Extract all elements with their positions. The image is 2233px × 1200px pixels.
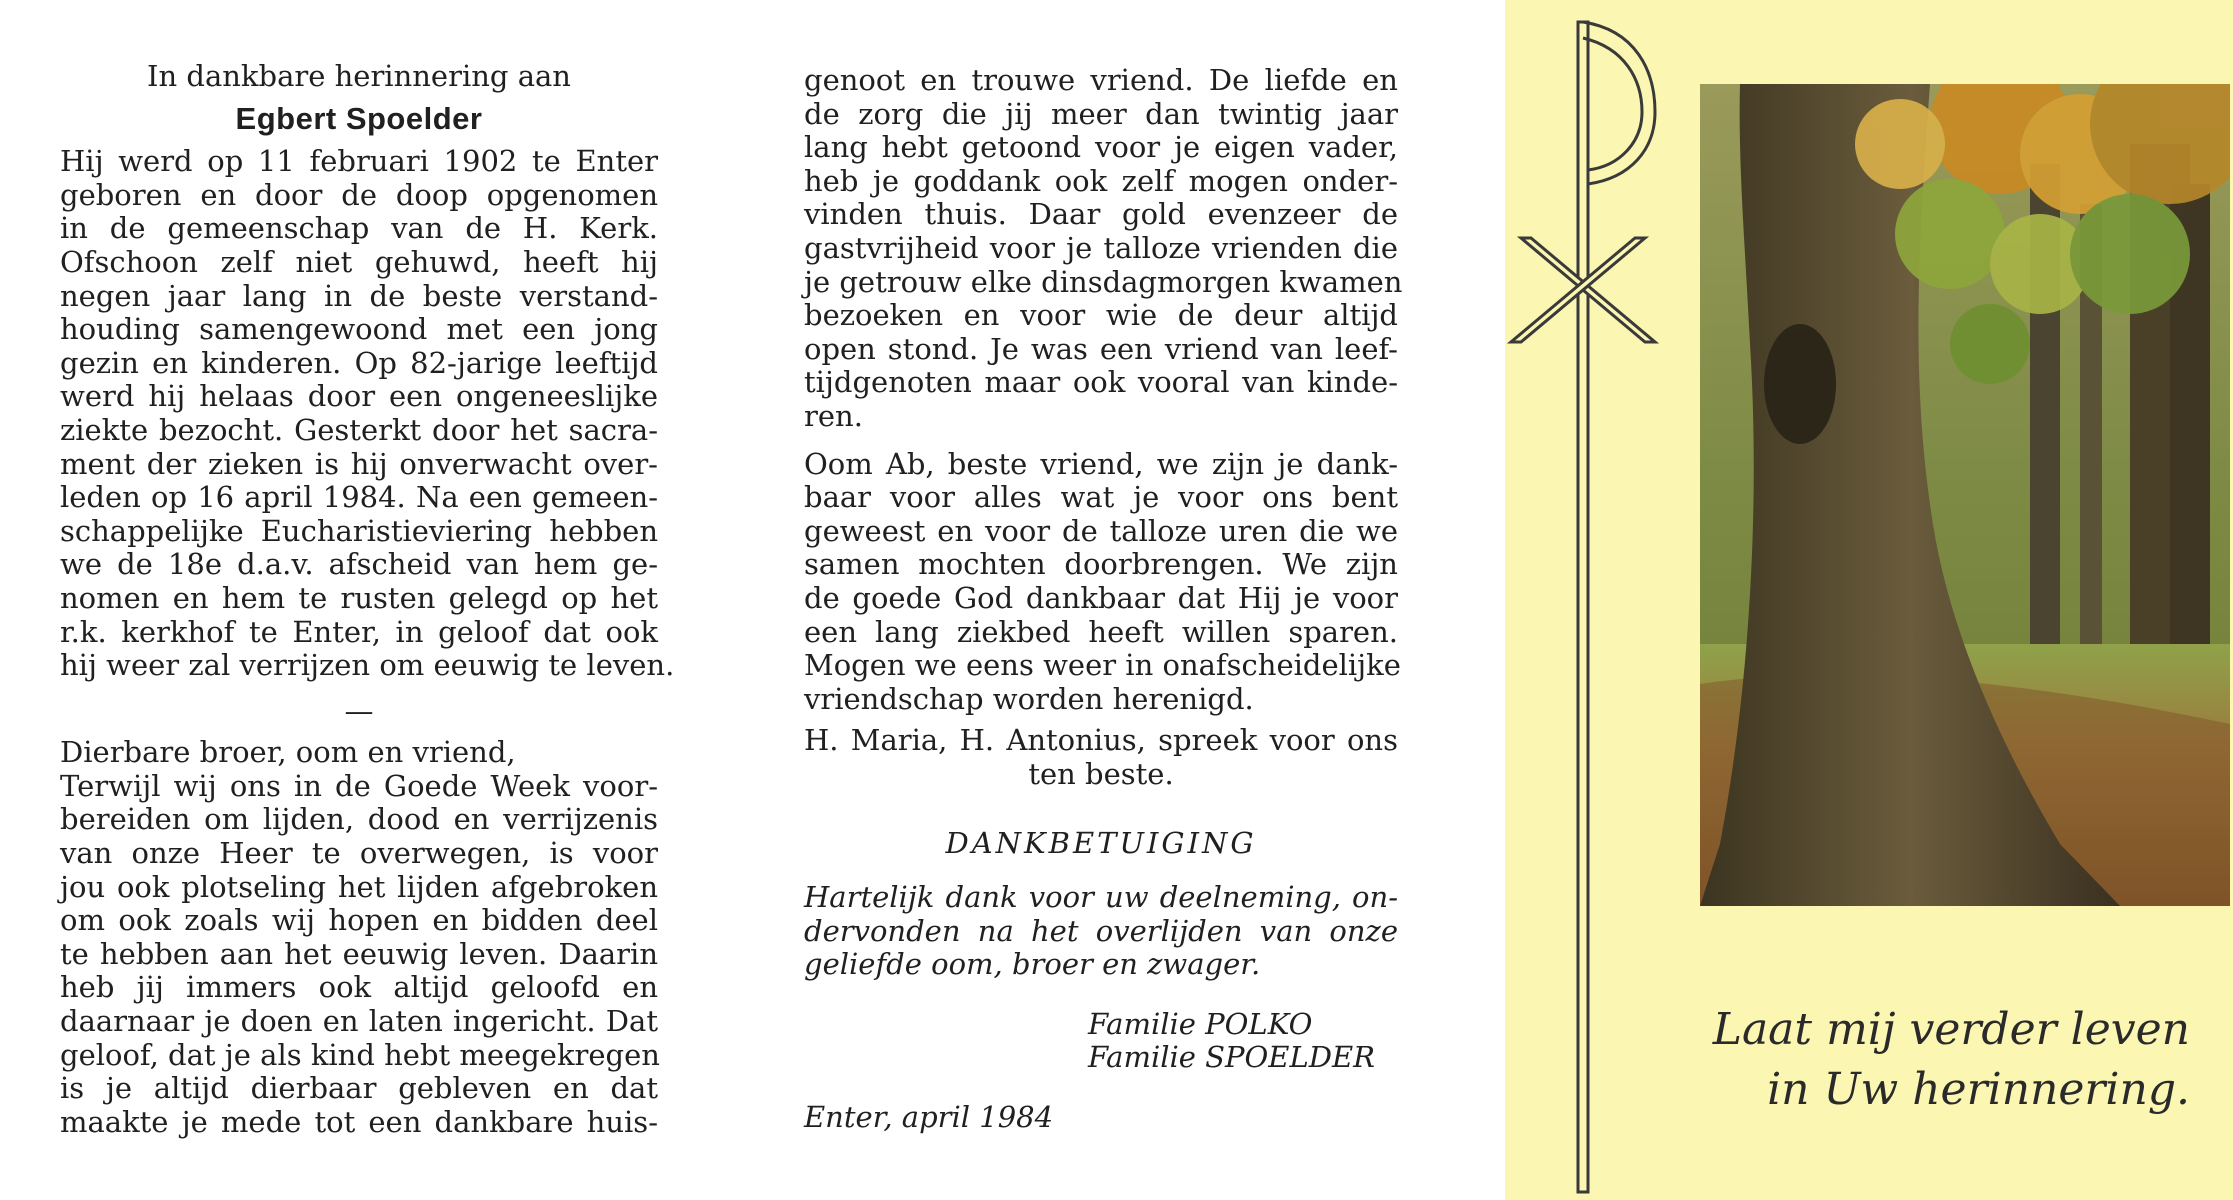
text-line: jou ook plotseling het lijden afgebroken — [60, 869, 658, 904]
text-line: Hij werd op 11 februari 1902 te Enter — [60, 144, 658, 179]
prayer-paragraph — [804, 724, 1398, 791]
intro-line: In dankbare herinnering aan — [147, 59, 571, 93]
text-line: geweest en voor de talloze uren die we — [804, 513, 1398, 548]
text-line: geboren en door de doop opgenomen — [60, 177, 658, 212]
text-line: Terwijl wij ons in de Goede Week voor- — [60, 768, 658, 803]
text-line: ziekte bezocht. Gesterkt door het sacra- — [60, 412, 658, 447]
text-line: schappelijke Eucharistieviering hebben — [60, 513, 658, 548]
text-line: houding samengewoond met een jong — [60, 312, 658, 347]
text-line: negen jaar lang in de beste verstand- — [60, 278, 658, 313]
text-line: geliefde oom, broer en zwager. — [804, 947, 1261, 982]
thanks-paragraph — [804, 881, 1398, 982]
gratitude-paragraph — [804, 446, 1401, 717]
text-line: geloof, dat je als kind hebt meegekregen — [60, 1037, 660, 1072]
text-line: tijdgenoten maar ook vooral van kinde- — [804, 365, 1398, 400]
text-line: nomen en hem te rusten gelegd op het — [60, 580, 658, 615]
text-line: Hartelijk dank voor uw deelneming, on- — [804, 880, 1398, 915]
signature-polko: Familie POLKO — [1088, 1006, 1313, 1041]
signature-spoelder: Familie SPOELDER — [1088, 1040, 1375, 1075]
text-line: samen mochten doorbrengen. We zijn — [804, 547, 1398, 582]
text-line: maakte je mede tot een dankbare huis- — [60, 1104, 658, 1139]
text-column-middle — [804, 63, 1403, 1135]
text-line: ten beste. — [1028, 756, 1174, 791]
text-line: te hebben aan het eeuwig leven. Daarin — [60, 936, 658, 971]
text-line: ren. — [804, 398, 863, 433]
text-line: Oom Ab, beste vriend, we zijn je dank- — [804, 446, 1398, 481]
text-line: Ofschoon zelf niet gehuwd, heeft hij — [60, 244, 658, 279]
text-line: in de gemeenschap van de H. Kerk. — [60, 211, 658, 246]
autumn-forest-photo — [1700, 84, 2230, 906]
text-line: baar voor alles wat je voor ons bent — [804, 480, 1398, 515]
address-paragraph — [60, 736, 658, 1139]
motto-line: Laat mij verder leven — [1712, 1004, 2190, 1055]
text-line: vinden thuis. Daar gold evenzeer de — [804, 197, 1398, 232]
text-line: bereiden om lijden, dood en verrijzenis — [60, 802, 658, 837]
memorial-motto — [1700, 1000, 2190, 1120]
text-line: de zorg die jij meer dan twintig jaar — [804, 96, 1398, 131]
text-line: een lang ziekbed heeft willen sparen. — [804, 614, 1398, 649]
text-column-left — [60, 59, 675, 1139]
text-line: vriendschap worden herenigd. — [804, 681, 1254, 716]
text-line: dervonden na het overlijden van onze — [804, 913, 1398, 948]
text-line: leden op 16 april 1984. Na een gemeen- — [60, 480, 658, 515]
text-line: bezoeken en voor wie de deur altijd — [804, 298, 1398, 333]
text-line: om ook zoals wij hopen en bidden deel — [60, 903, 658, 938]
text-line: je getrouw elke dinsdagmorgen kwamen — [804, 264, 1403, 299]
text-line: werd hij helaas door een ongeneeslijke — [60, 379, 658, 414]
text-line: de goede God dankbaar dat Hij je voor — [804, 580, 1398, 615]
text-line: is je altijd dierbaar gebleven en dat — [60, 1071, 658, 1106]
place-date: Enter, april 1984 — [804, 1100, 1054, 1135]
text-line: H. Maria, H. Antonius, spreek voor ons — [804, 723, 1398, 758]
salutation-line: Dierbare broer, oom en vriend, — [60, 735, 516, 770]
text-line: van onze Heer te overwegen, is voor — [60, 836, 658, 871]
biography-paragraph — [60, 144, 675, 683]
text-line: gezin en kinderen. Op 82-jarige leeftijd — [60, 345, 658, 380]
text-line: r.k. kerkhof te Enter, in geloof dat ook — [60, 614, 658, 649]
text-line: ment der zieken is hij onverwacht over- — [60, 446, 658, 481]
text-line: hij weer zal verrijzen om eeuwig te leven. — [60, 648, 675, 683]
family-signatures — [1088, 1008, 1398, 1075]
continuation-paragraph — [804, 63, 1403, 434]
chi-rho-icon — [1505, 0, 1665, 1200]
text-line: we de 18e d.a.v. afscheid van hem ge- — [60, 547, 658, 582]
text-line: heb jij immers ook altijd geloofd en — [60, 970, 658, 1005]
text-line: gastvrijheid voor je talloze vrienden die — [804, 230, 1398, 265]
text-line: heb je goddank ook zelf mogen onder- — [804, 163, 1398, 198]
thanks-heading: DANKBETUIGING — [945, 826, 1257, 861]
text-line: lang hebt getoond voor je eigen vader, — [804, 130, 1398, 165]
motto-line: in Uw herinnering. — [1767, 1064, 2190, 1115]
deceased-name: Egbert Spoelder — [235, 100, 483, 136]
text-line: genoot en trouwe vriend. De liefde en — [804, 63, 1398, 97]
text-line: Mogen we eens weer in onafscheidelijke — [804, 648, 1401, 683]
text-line: daarnaar je doen en laten ingericht. Dat — [60, 1004, 658, 1039]
separator-dash: — — [344, 693, 374, 728]
text-line: open stond. Je was een vriend van leef- — [804, 331, 1398, 366]
